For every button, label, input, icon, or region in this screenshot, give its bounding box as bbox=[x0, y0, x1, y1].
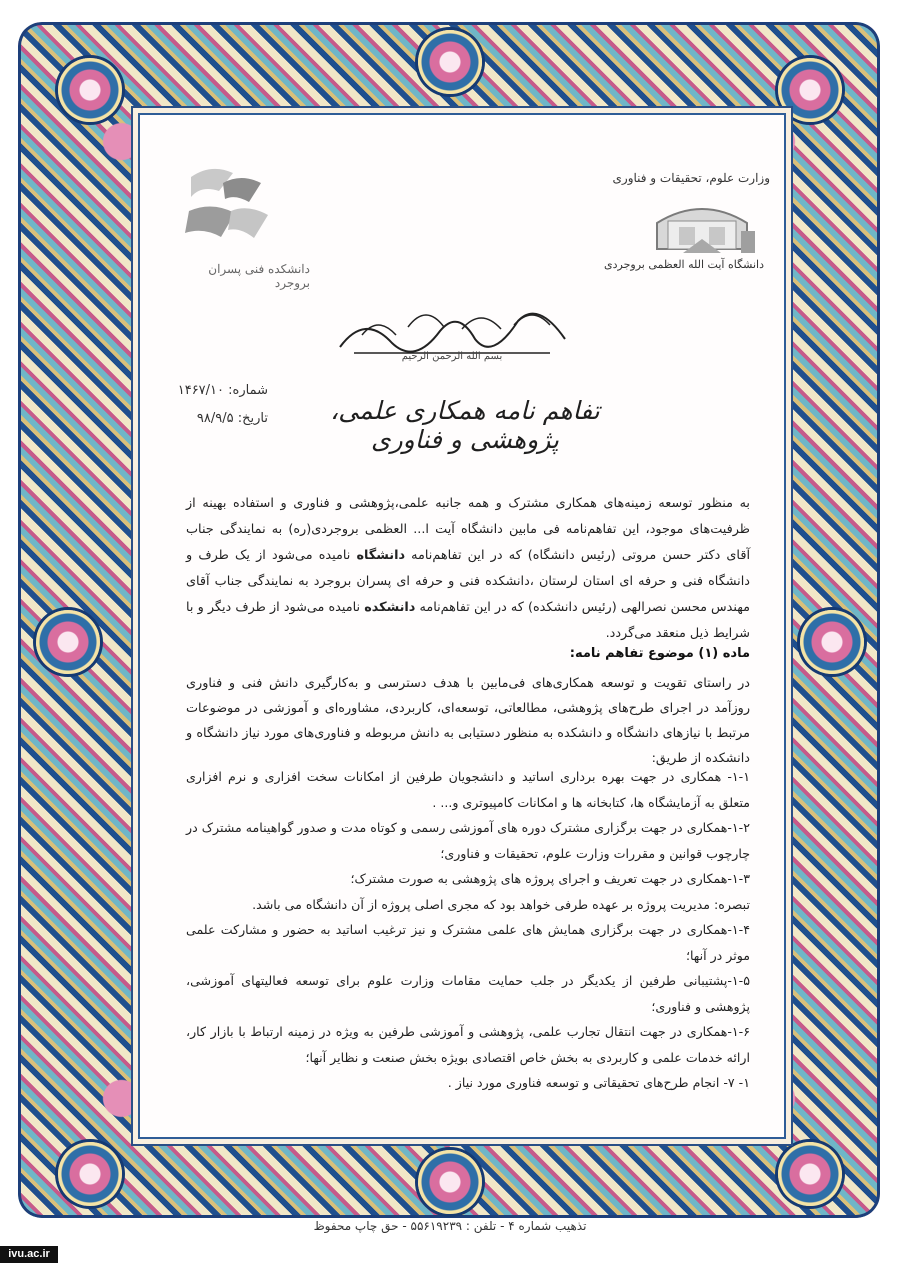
corner-medallion-top-right bbox=[778, 58, 842, 122]
article-item-1-2: ۱-۲-همکاری در جهت برگزاری مشترک دوره های آموزشی رسمی و کوتاه مدت و صدور گواهینامه مشترک در چارچوب قوانین و مقررات وزارت علوم، تحقیقات و فناوری؛ bbox=[186, 820, 750, 861]
basmala-calligraphy bbox=[330, 295, 575, 363]
article-item-note: تبصره: مدیریت پروژه بر عهده طرفی خواهد بود که مجری اصلی پروژه از آن دانشگاه می باشد. bbox=[252, 896, 750, 912]
article-1-paragraph: در راستای تقویت و توسعه همکاری‌های فی‌مابین با هدف دسترسی و به‌کارگیری دانش فنی و فناوری روزآمد در اجرای طرح‌های پژوهشی، مطالعاتی، توسعه‌ای، کاربردی، مشاوره‌ای و آموزشی در موضوعات مرتبط با نیازهای دانشگاه و دانشکده به منظور دستیابی به دانش مربوطه و فناوری‌های مورد نیاز دانشگاه و دانشکده از طریق: bbox=[186, 676, 750, 766]
watermark-badge: ivu.ac.ir bbox=[0, 1246, 58, 1263]
article-1-items bbox=[186, 764, 750, 1096]
article-item-1-5: ۱-۵-پشتیبانی طرفین از یکدیگر در جلب حمایت مقامات وزارت علوم برای توسعه فعالیتهای آموزشی، پژوهشی و فناوری؛ bbox=[186, 973, 750, 1014]
article-item-1-7: ۱- ۷- انجام طرح‌های تحقیقاتی و توسعه فناوری مورد نیاز . bbox=[447, 1075, 750, 1090]
article-item-1-6: ۱-۶-همکاری در جهت انتقال تجارب علمی، پژوهشی و آموزشی طرفین به ویژه در زمینه ارتباط با بازار کار، ارائه خدمات علمی و کاربردی به بخش خاص اقتصادی بویژه بخش صنعت و نظایر آنها؛ bbox=[186, 1024, 750, 1065]
meta-block bbox=[160, 383, 268, 439]
intro-part-1: به منظور توسعه زمینه‌های همکاری مشترک و همه جانبه علمی،پژوهشی و فناوری و استفاده بهینه از ظرفیت‌های موجود، این تفاهم‌نامه فی مابین دانشگاه آیت ا... العظمی بروجردی(ره) به نمایندگی جناب آقای دکتر حسن مروتی (رئیس دانشگاه) که در این تفاهم‌نامه bbox=[186, 496, 750, 563]
corner-medallion-bottom-right bbox=[778, 1142, 842, 1206]
intro-part-3: نامیده می‌شود از طرف دیگر و با شرایط ذیل منعقد می‌گردد. bbox=[186, 600, 750, 641]
intro-university-word: دانشگاه bbox=[356, 548, 406, 563]
basmala-text: بسم الله الرحمن الرحیم bbox=[401, 351, 503, 362]
right-center-medallion bbox=[800, 610, 864, 674]
top-center-medallion bbox=[418, 30, 482, 94]
university-name: دانشگاه آیت الله العظمی بروجردی bbox=[604, 258, 764, 271]
faculty-logo bbox=[177, 159, 282, 254]
corner-medallion-bottom-left bbox=[58, 1142, 122, 1206]
university-logo bbox=[639, 197, 765, 261]
intro-faculty-word: دانشکده bbox=[364, 600, 416, 615]
ministry-name: وزارت علوم، تحقیقات و فناوری bbox=[612, 171, 770, 185]
article-item-1-3: ۱-۳-همکاری در جهت تعریف و اجرای پروژه های پژوهشی به صورت مشترک؛ bbox=[350, 871, 750, 886]
number-line bbox=[160, 383, 268, 411]
date-label: تاریخ: bbox=[237, 411, 268, 426]
document-title: تفاهم نامه همکاری علمی، پژوهشی و فناوری bbox=[330, 396, 600, 454]
corner-medallion-top-left bbox=[58, 58, 122, 122]
intro-part-2: نامیده می‌شود از یک طرف و دانشگاه فنی و حرفه ای استان لرستان ،دانشکده فنی و حرفه ای پسران بروجرد به نمایندگی جناب آقای مهندس محسن نصرالهی (رئیس دانشکده) که در این تفاهم‌نامه bbox=[186, 548, 751, 615]
article-item-1-1: ۱-۱- همکاری در جهت بهره برداری اساتید و دانشجویان طرفین از امکانات سخت افزاری و نرم افزاری متعلق به آزمایشگاه ها، کتابخانه ها و امکانات کامپیوتری و... . bbox=[186, 769, 750, 810]
article-item-1-4: ۱-۴-همکاری در جهت برگزاری همایش های علمی مشترک و نیز ترغیب اساتید به حضور و مشارکت علمی موثر در آنها؛ bbox=[186, 922, 750, 963]
date-value: ۹۸/۹/۵ bbox=[196, 411, 234, 426]
faculty-name: دانشکده فنی پسران بروجرد bbox=[208, 262, 310, 290]
number-value: ۱۴۶۷/۱۰ bbox=[177, 383, 225, 398]
bottom-center-medallion bbox=[418, 1150, 482, 1214]
intro-paragraph bbox=[186, 491, 750, 647]
left-center-medallion bbox=[36, 610, 100, 674]
date-line bbox=[160, 411, 268, 439]
article-1-heading: ماده (۱) موضوع تفاهم نامه: bbox=[569, 646, 750, 661]
footer-text: تذهیب شماره ۴ - تلفن : ۵۵۶۱۹۲۳۹ - حق چاپ محفوظ bbox=[313, 1219, 587, 1233]
number-label: شماره: bbox=[228, 383, 268, 398]
